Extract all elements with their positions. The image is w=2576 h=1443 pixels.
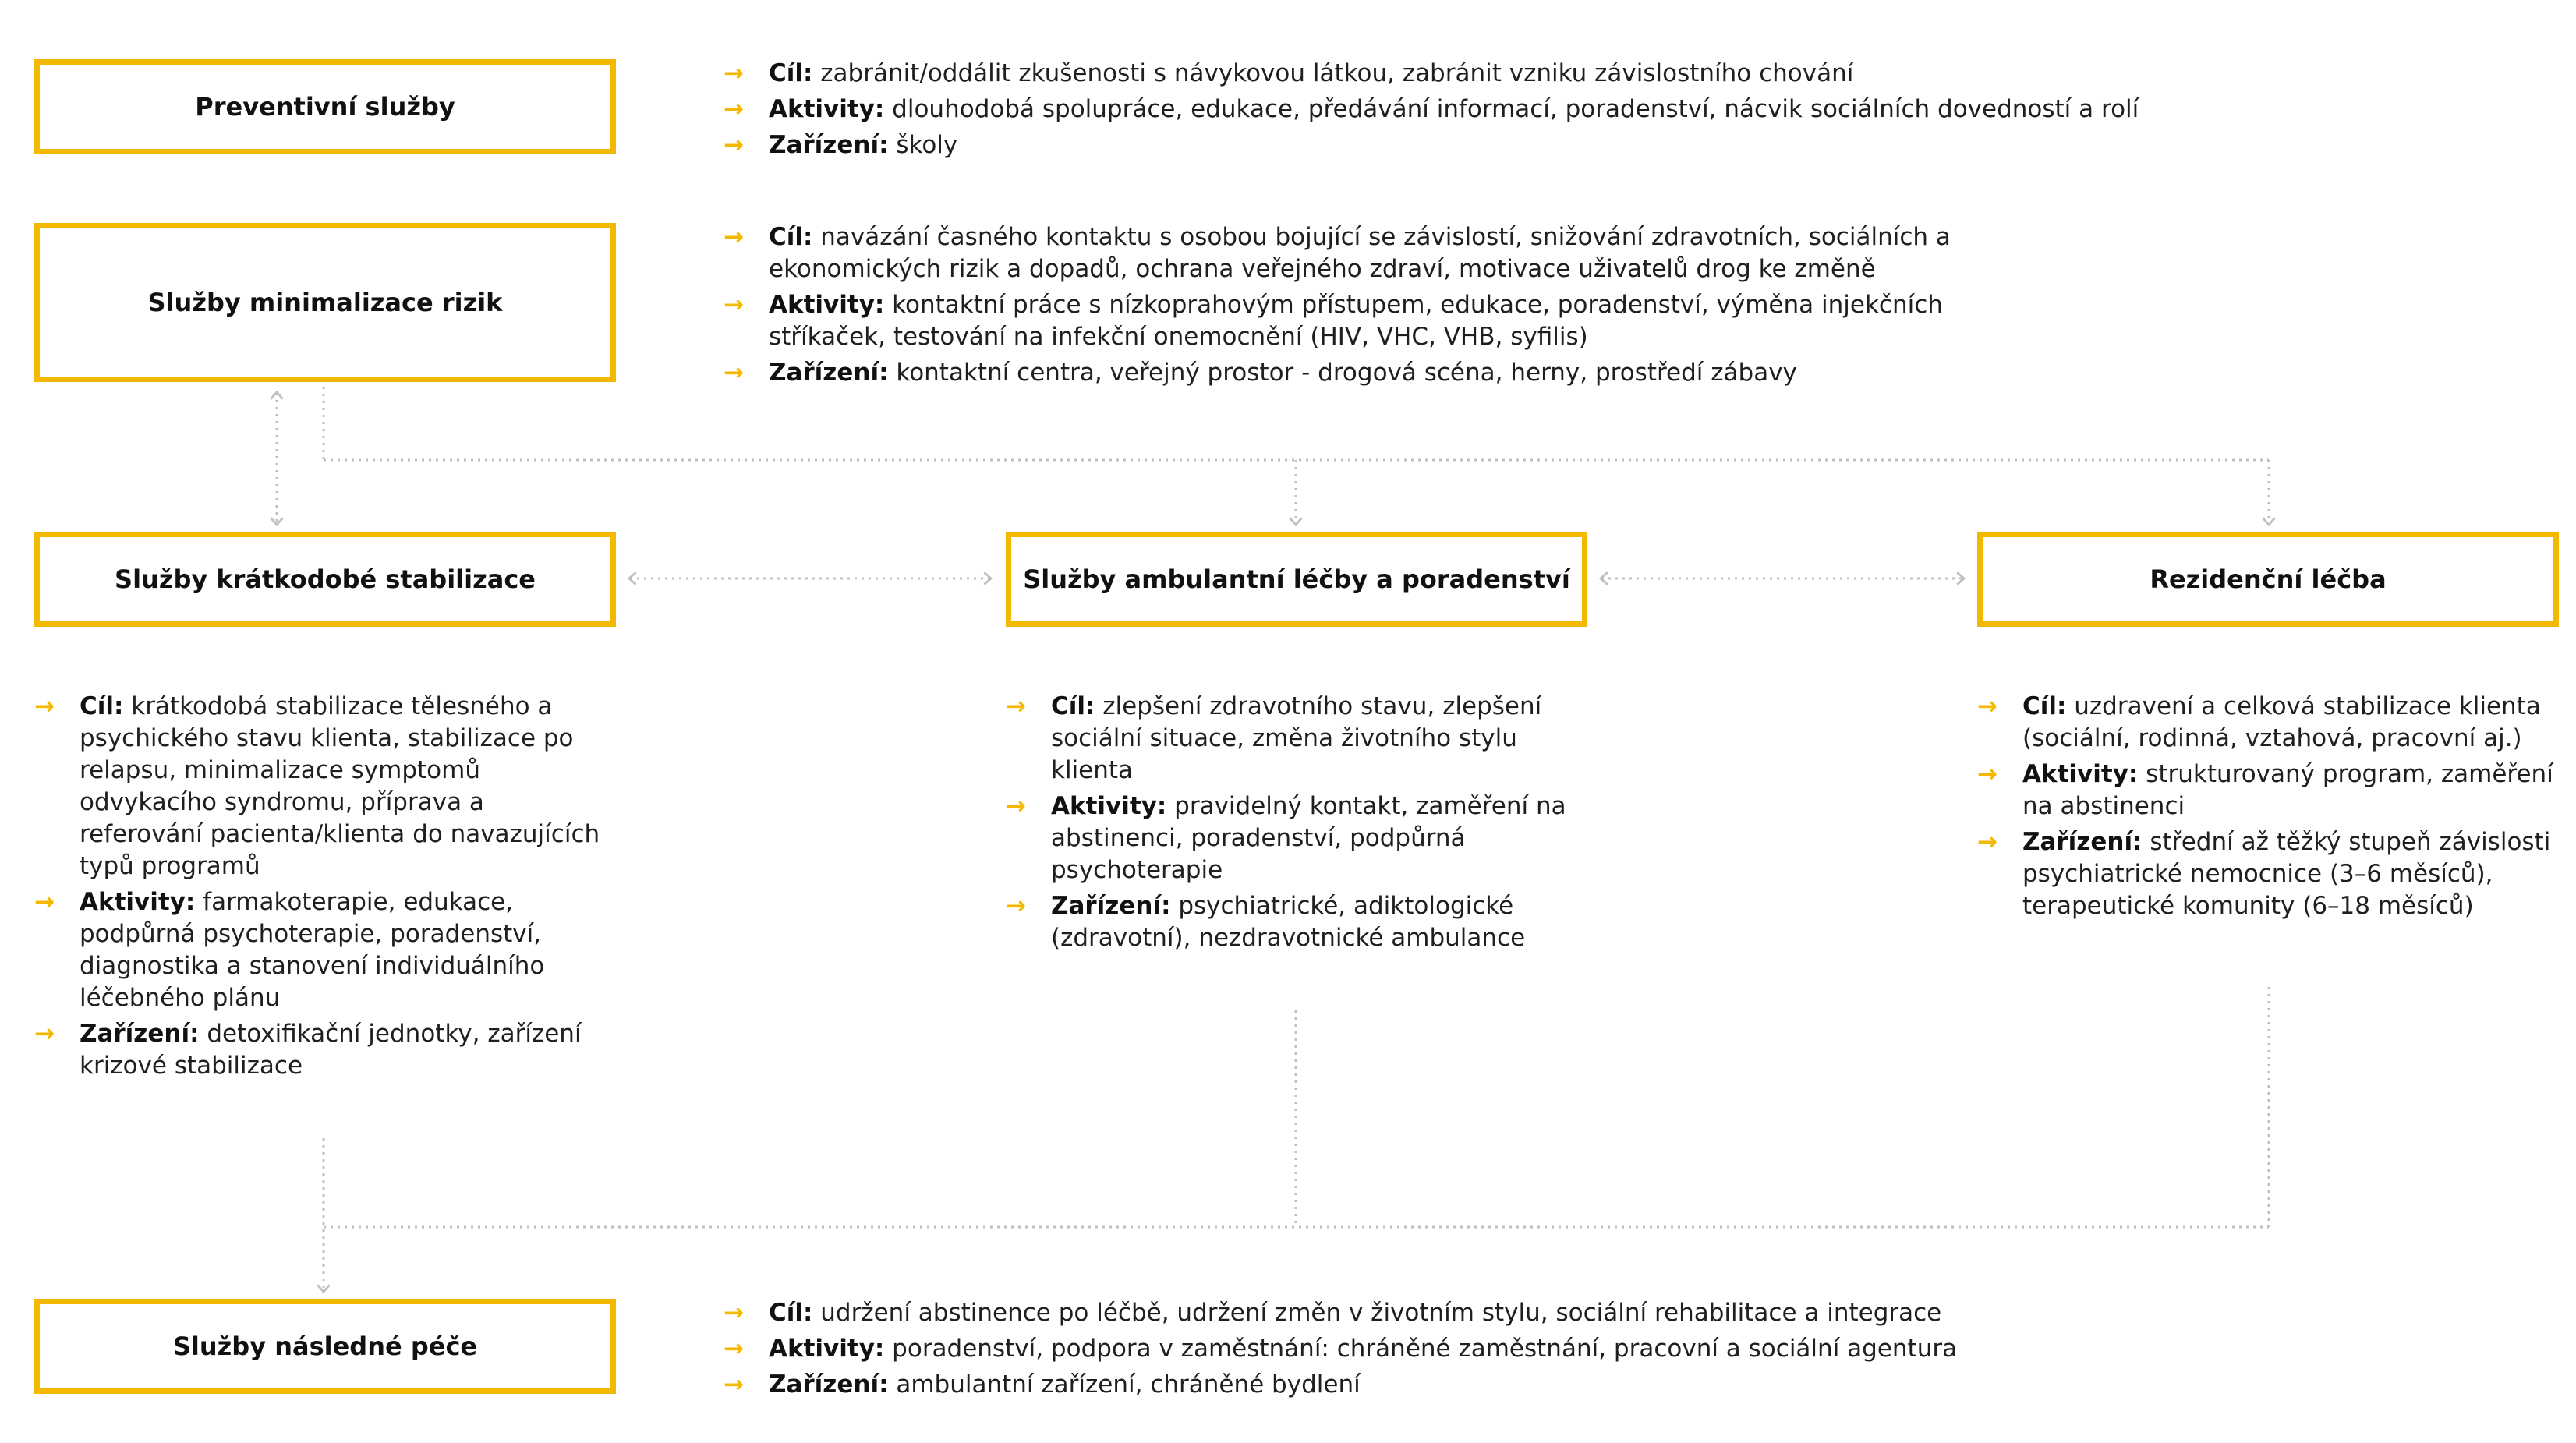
- arrow-right-icon: →: [724, 1299, 744, 1327]
- desc-preventivni: [724, 58, 2548, 165]
- arrow-right-icon: →: [1977, 692, 1997, 720]
- desc-nasledne: [724, 1297, 2548, 1405]
- bullet-zarizeni: → Zařízení: detoxifikační jednotky, zařízení krizové stabilizace: [34, 1020, 582, 1080]
- arrow-right-icon: →: [724, 359, 744, 387]
- bullet-zarizeni: → Zařízení: psychiatrické, adiktologické (zdravotní), nezdravotnické ambulance: [1006, 892, 1526, 952]
- arrow-right-icon: →: [724, 1370, 744, 1399]
- box-nasledne-pece: [34, 1299, 616, 1394]
- bullet-zarizeni: → Zařízení: školy: [724, 129, 2548, 161]
- bullet-aktivity: → Aktivity: dlouhodobá spolupráce, edukace, předávání informací, poradenství, nácvik sociálních dovedností a rolí: [724, 94, 2548, 126]
- arrow-right-icon: →: [724, 223, 744, 251]
- box-preventivni-sluzby: [34, 59, 616, 154]
- arrow-right-icon: →: [1006, 892, 1026, 920]
- arrow-right-icon: →: [724, 95, 744, 123]
- bullet-zarizeni: → Zařízení: kontaktní centra, veřejný prostor - drogová scéna, herny, prostředí zábavy: [724, 357, 2065, 389]
- desc-minimalizace: [724, 221, 2065, 393]
- arrow-right-icon: →: [34, 1020, 55, 1048]
- bullet-aktivity: → Aktivity: pravidelný kontakt, zaměření na abstinenci, poradenství, podpůrná psychoterapie: [1006, 792, 1566, 884]
- desc-rezidencni: [1977, 691, 2554, 926]
- bullet-cil: → Cíl: zlepšení zdravotního stavu, zlepšení sociální situace, změna životního stylu klienta: [1006, 692, 1542, 784]
- arrow-right-icon: →: [1006, 792, 1026, 820]
- bullet-aktivity: → Aktivity: strukturovaný program, zaměření na abstinenci: [1977, 760, 2553, 820]
- box-kratkodobe-stabilizace: [34, 532, 616, 627]
- arrow-right-icon: →: [724, 59, 744, 87]
- box-preventivni-label: Preventivní služby: [195, 92, 455, 122]
- bullet-cil: → Cíl: uzdravení a celková stabilizace klienta (sociální, rodinná, vztahová, pracovní aj.): [1977, 692, 2541, 752]
- box-kratkodobe-label: Služby krátkodobé stabilizace: [115, 564, 536, 594]
- bullet-zarizeni: → Zařízení: střední až těžký stupeň závislosti psychiatrické nemocnice (3–6 měsíců), terapeutické komunity (6–18 měsíců): [1977, 828, 2551, 920]
- bullet-cil: → Cíl: krátkodobá stabilizace tělesného a psychického stavu klienta, stabilizace po relapsu, minimalizace symptomů odvykacího syndromu, příprava a referování pacienta/klienta do navazujících typů programů: [34, 692, 600, 880]
- box-minimalizace-label: Služby minimalizace rizik: [147, 288, 503, 317]
- bullet-cil: → Cíl: udržení abstinence po léčbě, udržení změn v životním stylu, sociální rehabilitace a integrace: [724, 1297, 2548, 1329]
- bullet-aktivity: → Aktivity: farmakoterapie, edukace, podpůrná psychoterapie, poradenství, diagnostika a stanovení individuálního léčebného plánu: [34, 888, 545, 1012]
- box-nasledne-label: Služby následné péče: [172, 1332, 478, 1361]
- bullet-aktivity: → Aktivity: kontaktní práce s nízkoprahovým přístupem, edukace, poradenství, výměna injekčních stříkaček, testování na infekční onemocnění (HIV, VHC, VHB, syfilis): [724, 291, 1943, 351]
- box-ambulantni-lecba: [1006, 532, 1587, 627]
- bullet-cil: → Cíl: navázání časného kontaktu s osobou bojující se závislostí, snižování zdravotních, sociálních a ekonomických rizik a dopadů, ochrana veřejného zdraví, motivace uživatelů drog ke změně: [724, 223, 1951, 283]
- desc-ambulantni: [1006, 691, 1583, 958]
- arrow-right-icon: →: [1977, 760, 1997, 788]
- arrow-right-icon: →: [1977, 828, 1997, 856]
- box-rezidencni-lecba: [1977, 532, 2559, 627]
- arrow-right-icon: →: [724, 1335, 744, 1363]
- arrow-right-icon: →: [34, 888, 55, 916]
- arrow-right-icon: →: [1006, 692, 1026, 720]
- box-ambulantni-label: Služby ambulantní léčby a poradenství: [1023, 564, 1570, 594]
- bullet-aktivity: → Aktivity: poradenství, podpora v zaměstnání: chráněné zaměstnání, pracovní a sociální agentura: [724, 1333, 2548, 1365]
- box-rezidencni-label: Rezidenční léčba: [2150, 564, 2387, 594]
- arrow-right-icon: →: [724, 131, 744, 159]
- desc-kratkodobe: [34, 691, 611, 1086]
- box-minimalizace-rizik: [34, 223, 616, 382]
- bullet-zarizeni: → Zařízení: ambulantní zařízení, chráněné bydlení: [724, 1369, 2548, 1401]
- bullet-cil: → Cíl: zabránit/oddálit zkušenosti s návykovou látkou, zabránit vzniku závislostního chování: [724, 58, 2548, 90]
- arrow-right-icon: →: [724, 291, 744, 319]
- arrow-right-icon: →: [34, 692, 55, 720]
